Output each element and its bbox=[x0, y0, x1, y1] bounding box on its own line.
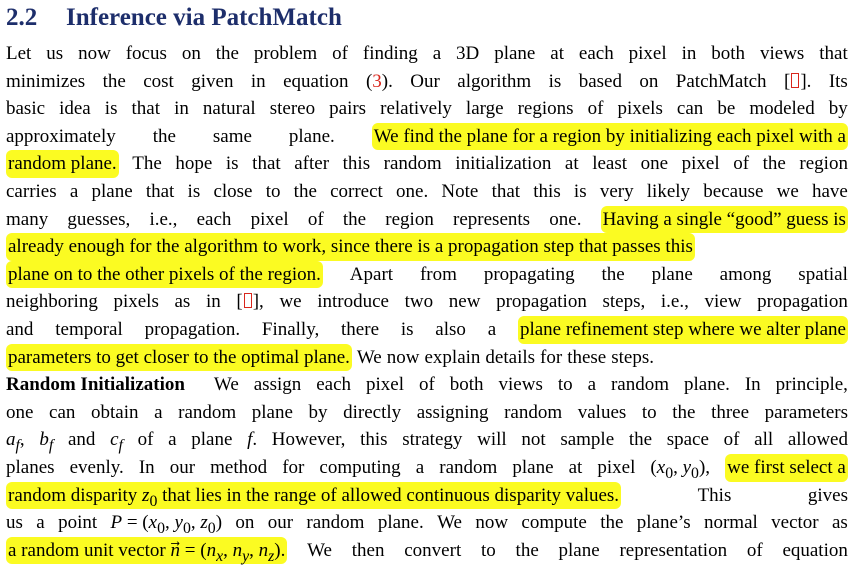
word: modeled bbox=[749, 98, 815, 120]
word: each bbox=[578, 43, 614, 64]
word: us bbox=[6, 512, 23, 534]
word: propagation bbox=[757, 291, 848, 313]
word: same bbox=[212, 125, 252, 147]
word: pixel bbox=[250, 208, 289, 230]
word: steps, bbox=[602, 291, 646, 313]
word: hope bbox=[175, 153, 213, 175]
word: that bbox=[145, 180, 175, 202]
word: In bbox=[744, 374, 761, 396]
word: i.e., bbox=[149, 208, 178, 230]
word: the bbox=[628, 429, 653, 451]
section-heading bbox=[6, 4, 848, 32]
word: plane bbox=[251, 401, 293, 423]
word: the bbox=[152, 125, 176, 147]
word: a bbox=[415, 456, 425, 478]
word: Apart bbox=[349, 263, 394, 285]
word: that bbox=[491, 180, 521, 202]
text-line bbox=[6, 426, 848, 454]
word: focus bbox=[125, 43, 167, 64]
text-line bbox=[6, 344, 848, 372]
word: assign bbox=[253, 374, 302, 396]
word: and bbox=[6, 318, 34, 340]
word: propagation. bbox=[144, 318, 241, 340]
word: pixel bbox=[597, 456, 636, 478]
highlighted-text: already enough for the algorithm to work, since there is a propagation step that passes this bbox=[6, 233, 695, 261]
word: a bbox=[36, 512, 45, 534]
word: introduce bbox=[317, 291, 389, 313]
word: there bbox=[341, 318, 380, 340]
word: Our bbox=[410, 70, 440, 92]
word: We bbox=[213, 374, 239, 396]
word: convert bbox=[404, 539, 462, 561]
word: point bbox=[58, 512, 98, 534]
word: one bbox=[640, 153, 669, 175]
paragraph-random-initialization bbox=[6, 371, 848, 564]
word: f. bbox=[247, 429, 258, 451]
word: the bbox=[762, 153, 786, 175]
word: a bbox=[432, 43, 442, 64]
word: minimizes bbox=[6, 70, 86, 92]
word: pairs bbox=[329, 98, 367, 120]
highlighted-text: random disparity $z_0$ that lies in the range of allowed continuous disparity values. bbox=[6, 482, 621, 510]
word: basic bbox=[6, 98, 46, 120]
word: as bbox=[832, 512, 848, 534]
word: in bbox=[681, 43, 697, 64]
text-line bbox=[6, 150, 848, 178]
word: We bbox=[307, 539, 332, 561]
word: spatial bbox=[798, 263, 848, 285]
word: for bbox=[540, 346, 563, 368]
word: given bbox=[191, 70, 234, 92]
word: equation bbox=[283, 70, 349, 92]
word: from bbox=[419, 263, 457, 285]
word: propagating bbox=[483, 263, 575, 285]
word: in bbox=[174, 98, 189, 120]
word: in bbox=[205, 291, 221, 313]
word: However, bbox=[271, 429, 346, 451]
word: these bbox=[567, 346, 607, 368]
word: regions bbox=[517, 98, 574, 120]
highlighted-text: We find the plane for a region by initializing each pixel with a bbox=[372, 123, 848, 151]
word: on bbox=[235, 512, 255, 534]
word: initialization bbox=[455, 153, 552, 175]
word: plane. bbox=[683, 374, 730, 396]
word: be bbox=[717, 98, 736, 120]
word: assigning bbox=[416, 401, 489, 423]
word: to bbox=[641, 401, 657, 423]
word: approximately bbox=[6, 125, 116, 147]
word: likely bbox=[646, 180, 691, 202]
word: as bbox=[174, 291, 191, 313]
text-line bbox=[6, 261, 848, 289]
word: parameters bbox=[764, 401, 848, 423]
word: stereo bbox=[269, 98, 316, 120]
word: then bbox=[351, 539, 385, 561]
word: finding bbox=[362, 43, 418, 64]
word: plane bbox=[651, 263, 693, 285]
word: now bbox=[78, 43, 111, 64]
word: each bbox=[316, 374, 352, 396]
word: natural bbox=[202, 98, 256, 120]
word: random bbox=[610, 374, 670, 396]
word: pixel bbox=[681, 153, 720, 175]
word: the bbox=[672, 401, 696, 423]
word: [ ], bbox=[236, 291, 264, 313]
word: represents bbox=[453, 208, 531, 230]
text-line bbox=[6, 95, 848, 123]
word: based bbox=[578, 70, 622, 92]
word: a bbox=[154, 401, 163, 423]
word: We bbox=[356, 346, 382, 368]
word: steps. bbox=[611, 346, 654, 368]
word: a bbox=[487, 318, 497, 340]
word: on bbox=[181, 43, 201, 64]
word: at bbox=[550, 43, 564, 64]
section-number: 2.2 bbox=[6, 4, 38, 31]
word: strategy bbox=[402, 429, 463, 451]
word: of bbox=[137, 429, 154, 451]
word: random bbox=[439, 456, 498, 478]
run-in-heading: Random Initialization bbox=[6, 374, 185, 396]
word: sample bbox=[560, 429, 615, 451]
word: very bbox=[599, 180, 634, 202]
word: is bbox=[548, 70, 562, 92]
word: large bbox=[465, 98, 504, 120]
word: plane bbox=[512, 456, 554, 478]
word: have bbox=[811, 180, 848, 202]
word: Let bbox=[6, 43, 32, 64]
word: each bbox=[196, 208, 232, 230]
word: is bbox=[573, 180, 587, 202]
word: both bbox=[449, 374, 484, 396]
highlighted-text: Having a single “good” guess is bbox=[601, 206, 848, 234]
word: all bbox=[754, 429, 774, 451]
word: a bbox=[69, 180, 79, 202]
word: neighboring bbox=[6, 291, 98, 313]
text-line bbox=[6, 371, 848, 399]
text-line bbox=[6, 233, 848, 261]
text-line bbox=[6, 454, 848, 482]
word: Finally, bbox=[261, 318, 320, 340]
word: This bbox=[697, 484, 732, 506]
highlighted-text: plane on to the other pixels of the region. bbox=[6, 261, 323, 289]
word: random bbox=[504, 401, 563, 423]
word: that bbox=[131, 98, 161, 120]
word: compute bbox=[521, 512, 587, 534]
word: plane bbox=[91, 180, 133, 202]
highlighted-text: we first select a bbox=[725, 454, 848, 482]
word: by bbox=[308, 401, 328, 423]
word: vector bbox=[771, 512, 819, 534]
word: among bbox=[719, 263, 772, 285]
word: will bbox=[477, 429, 507, 451]
word: obtain bbox=[91, 401, 139, 423]
word: problem bbox=[253, 43, 318, 64]
word: both bbox=[711, 43, 746, 64]
word: representation bbox=[619, 539, 728, 561]
word: guesses, bbox=[67, 208, 131, 230]
word: plane’s bbox=[636, 512, 691, 534]
word: PatchMatch bbox=[675, 70, 767, 92]
word: one bbox=[6, 401, 34, 423]
word: to bbox=[557, 374, 573, 396]
word: the bbox=[600, 512, 624, 534]
word: also bbox=[435, 318, 466, 340]
word: The bbox=[132, 153, 162, 175]
word: plane bbox=[558, 539, 600, 561]
text-line bbox=[6, 178, 848, 206]
word: pixel bbox=[628, 43, 667, 64]
word: we bbox=[776, 180, 799, 202]
word: of bbox=[733, 153, 750, 175]
word: plane. bbox=[288, 125, 335, 147]
word: to bbox=[265, 180, 281, 202]
word: $P = (x_0$, $y_0$, $z_0$) bbox=[110, 512, 223, 537]
highlighted-text: parameters to get closer to the optimal plane. bbox=[6, 344, 352, 372]
word: our bbox=[169, 456, 196, 478]
word: random bbox=[178, 401, 237, 423]
word: computing bbox=[319, 456, 401, 478]
word: of bbox=[418, 374, 435, 396]
word: of bbox=[307, 208, 324, 230]
word: the bbox=[102, 70, 126, 92]
word: that bbox=[252, 153, 281, 175]
word: [ ]. bbox=[783, 70, 812, 92]
word: the bbox=[342, 208, 367, 230]
word: and bbox=[67, 429, 96, 451]
word: by bbox=[828, 98, 848, 120]
text-line bbox=[6, 40, 848, 68]
word: region bbox=[799, 153, 848, 175]
word: idea bbox=[59, 98, 91, 120]
word: three bbox=[711, 401, 750, 423]
word: we bbox=[279, 291, 302, 313]
word: pixels bbox=[617, 98, 663, 120]
word: of bbox=[723, 429, 740, 451]
word: plane bbox=[494, 43, 536, 64]
text-line bbox=[6, 509, 848, 537]
word: us bbox=[46, 43, 64, 64]
word: cost bbox=[143, 70, 174, 92]
word: in bbox=[250, 70, 266, 92]
word: values bbox=[577, 401, 627, 423]
text-line bbox=[6, 206, 848, 234]
word: pixel bbox=[366, 374, 404, 396]
paragraph-patchmatch-intro bbox=[6, 40, 848, 371]
highlighted-text: plane refinement step where we alter plane bbox=[518, 316, 848, 344]
word: i.e., bbox=[660, 291, 689, 313]
word: for bbox=[282, 456, 305, 478]
word: method bbox=[210, 456, 268, 478]
word: $a_f$, bbox=[6, 429, 25, 455]
text-line bbox=[6, 537, 848, 565]
word: random bbox=[383, 153, 442, 175]
word: this bbox=[342, 153, 371, 175]
word: many bbox=[6, 208, 49, 230]
word: close bbox=[213, 180, 253, 202]
word: planes bbox=[6, 456, 55, 478]
text-line bbox=[6, 288, 848, 316]
word: space bbox=[666, 429, 709, 451]
word: In bbox=[138, 456, 155, 478]
word: temporal bbox=[55, 318, 123, 340]
word: normal bbox=[703, 512, 758, 534]
word: correct bbox=[330, 180, 383, 202]
word: after bbox=[294, 153, 330, 175]
section-title: Inference via PatchMatch bbox=[66, 4, 342, 31]
word: can bbox=[49, 401, 76, 423]
word: one. bbox=[549, 208, 582, 230]
word: this bbox=[533, 180, 561, 202]
word: our bbox=[267, 512, 294, 534]
word: a bbox=[168, 429, 177, 451]
paper-page bbox=[6, 4, 848, 564]
word: algorithm bbox=[457, 70, 532, 92]
word: equation bbox=[782, 539, 848, 561]
word: region bbox=[385, 208, 434, 230]
text-line bbox=[6, 123, 848, 151]
word: We bbox=[437, 512, 462, 534]
word: one. bbox=[396, 180, 429, 202]
word: ($x_0$, $y_0$), bbox=[650, 456, 711, 482]
word: a bbox=[587, 374, 596, 396]
word: details bbox=[485, 346, 536, 368]
word: that bbox=[819, 43, 848, 64]
word: (3). bbox=[365, 70, 393, 92]
word: views bbox=[759, 43, 805, 64]
word: explain bbox=[424, 346, 481, 368]
word: relatively bbox=[380, 98, 452, 120]
word: Note bbox=[441, 180, 479, 202]
word: at bbox=[564, 153, 579, 175]
word: is bbox=[400, 318, 414, 340]
word: propagation bbox=[496, 291, 587, 313]
text-line bbox=[6, 68, 848, 96]
word: random bbox=[306, 512, 365, 534]
word: can bbox=[676, 98, 704, 120]
text-line bbox=[6, 399, 848, 427]
word: the bbox=[293, 180, 317, 202]
word: pixels bbox=[113, 291, 159, 313]
word: gives bbox=[807, 484, 848, 506]
word: views bbox=[498, 374, 543, 396]
word: of bbox=[746, 539, 763, 561]
word: now bbox=[475, 512, 509, 534]
word: because bbox=[703, 180, 764, 202]
text-line bbox=[6, 482, 848, 510]
word: view bbox=[704, 291, 742, 313]
text-line bbox=[6, 316, 848, 344]
word: directly bbox=[343, 401, 402, 423]
word: at bbox=[568, 456, 583, 478]
word: the bbox=[515, 539, 539, 561]
word: is bbox=[225, 153, 239, 175]
word: $b_f$ bbox=[39, 429, 54, 455]
word: to bbox=[481, 539, 496, 561]
word: on bbox=[639, 70, 659, 92]
word: evenly. bbox=[69, 456, 124, 478]
word: not bbox=[521, 429, 546, 451]
word: the bbox=[215, 43, 239, 64]
word: Its bbox=[828, 70, 848, 92]
word: is bbox=[187, 180, 201, 202]
word: allowed bbox=[787, 429, 848, 451]
word: of bbox=[332, 43, 348, 64]
word: plane. bbox=[377, 512, 424, 534]
word: this bbox=[360, 429, 388, 451]
word: least bbox=[592, 153, 628, 175]
word: carries bbox=[6, 180, 57, 202]
word: plane bbox=[191, 429, 233, 451]
word: principle, bbox=[775, 374, 848, 396]
word: the bbox=[601, 263, 625, 285]
word: new bbox=[448, 291, 481, 313]
word: two bbox=[404, 291, 434, 313]
highlighted-text: a random unit vector n⃗ = ($n_x$, $n_y$, $n_z$). bbox=[6, 537, 287, 565]
word: now bbox=[386, 346, 420, 368]
word: $c_f$ bbox=[110, 429, 123, 455]
word: 3D bbox=[456, 43, 480, 64]
word: of bbox=[587, 98, 604, 120]
highlighted-text: random plane. bbox=[6, 150, 119, 178]
word: is bbox=[104, 98, 118, 120]
